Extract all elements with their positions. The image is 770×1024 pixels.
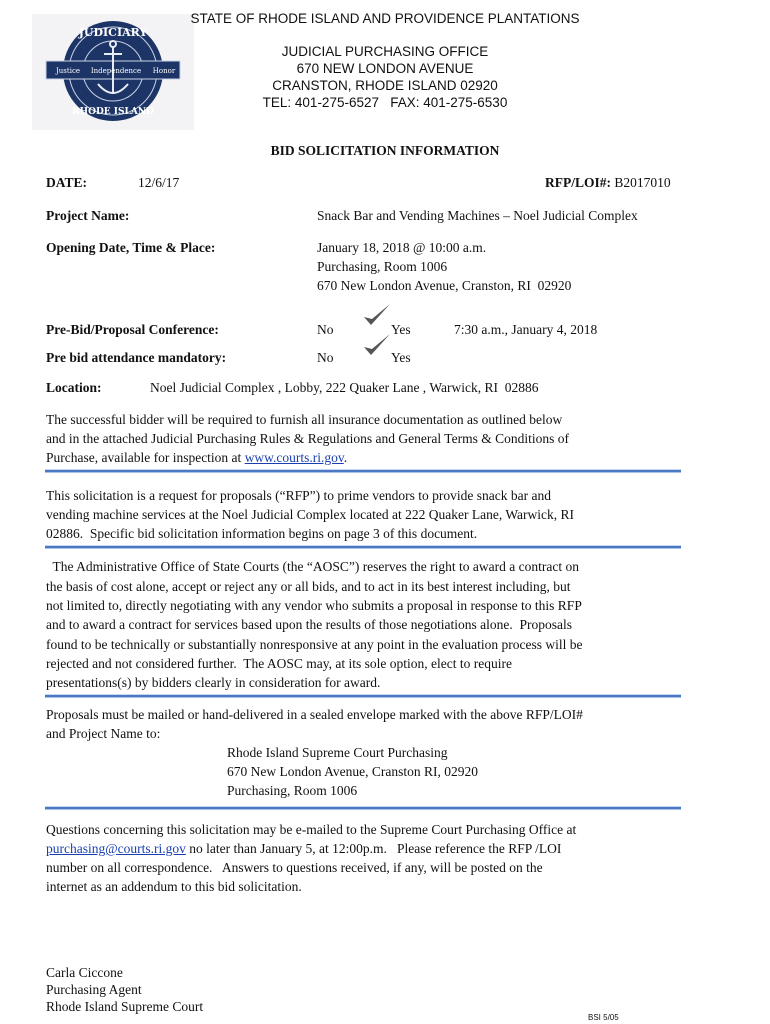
project-value: Snack Bar and Vending Machines – Noel Judicial Complex bbox=[317, 208, 638, 223]
rfp-value: B2017010 bbox=[614, 175, 671, 190]
prebid-time: 7:30 a.m., January 4, 2018 bbox=[454, 322, 598, 337]
signature-name: Carla Ciccone bbox=[46, 965, 123, 980]
seal-right-text: Honor bbox=[152, 67, 176, 75]
purchasing-email-link[interactable]: purchasing@courts.ri.gov bbox=[46, 841, 186, 856]
header-city: CRANSTON, RHODE ISLAND 02920 bbox=[272, 78, 498, 93]
checkmark-icon bbox=[362, 302, 392, 328]
insurance-line2: and in the attached Judicial Purchasing Rules & Regulations and General Terms & Conditions of bbox=[46, 431, 569, 446]
header-office: JUDICIAL PURCHASING OFFICE bbox=[281, 44, 489, 59]
opening-line3: 670 New London Avenue, Cranston, RI 02920 bbox=[317, 278, 572, 293]
rfp-desc-line1: This solicitation is a request for proposals (“RFP”) to prime vendors to provide snack bar and bbox=[46, 488, 552, 503]
mandatory-yes: Yes bbox=[391, 350, 411, 365]
header-street: 670 NEW LONDON AVENUE bbox=[296, 61, 474, 76]
mailing-addr1: Rhode Island Supreme Court Purchasing bbox=[227, 745, 448, 760]
mailing-line1: Proposals must be mailed or hand-delivered in a sealed envelope marked with the above RFP/LOI# bbox=[46, 707, 583, 722]
location-value: Noel Judicial Complex , Lobby, 222 Quaker Lane , Warwick, RI 02886 bbox=[150, 380, 539, 395]
mailing-addr3: Purchasing, Room 1006 bbox=[227, 783, 358, 798]
questions-line1: Questions concerning this solicitation may be e-mailed to the Supreme Court Purchasing Office at bbox=[46, 822, 577, 837]
insurance-line3-text: Purchase, available for inspection at bbox=[46, 450, 245, 465]
opening-label: Opening Date, Time & Place: bbox=[46, 240, 216, 255]
seal-bottom-text: RHODE ISLAND bbox=[72, 107, 154, 117]
seal-center-text: Independence bbox=[90, 67, 142, 75]
opening-line2: Purchasing, Room 1006 bbox=[317, 259, 448, 274]
signature-title: Purchasing Agent bbox=[46, 982, 142, 997]
project-label: Project Name: bbox=[46, 208, 130, 223]
questions-line3: number on all correspondence. Answers to questions received, if any, will be posted on the bbox=[46, 860, 543, 875]
page-title: BID SOLICITATION INFORMATION bbox=[270, 143, 500, 158]
seal-top-text: JUDICIARY bbox=[78, 26, 148, 39]
signature-org: Rhode Island Supreme Court bbox=[46, 999, 204, 1014]
aosc-line1: The Administrative Office of State Courts (the “AOSC”) reserves the right to award a contract on bbox=[46, 559, 579, 574]
questions-line2-text: no later than January 5, at 12:00p.m. Please reference the RFP /LOI bbox=[185, 841, 562, 856]
questions-line2 bbox=[46, 839, 561, 859]
courts-website-link[interactable]: www.courts.ri.gov bbox=[244, 450, 344, 465]
aosc-line5: found to be technically or substantially nonresponsive at any point in the evaluation process will be bbox=[46, 637, 583, 652]
checkmark-icon bbox=[362, 332, 392, 358]
form-code: BSI 5/05 bbox=[588, 1013, 619, 1022]
aosc-line4: and to award a contract for services based upon the results of those negotiations alone. Proposals bbox=[46, 617, 572, 632]
date-value: 12/6/17 bbox=[138, 175, 180, 190]
rfp-number bbox=[545, 173, 671, 193]
aosc-line7: presentations(s) by bidders clearly in consideration for award. bbox=[46, 675, 381, 690]
opening-line1: January 18, 2018 @ 10:00 a.m. bbox=[317, 240, 487, 255]
mailing-addr2: 670 New London Avenue, Cranston RI, 02920 bbox=[227, 764, 478, 779]
rfp-desc-line2: vending machine services at the Noel Judicial Complex located at 222 Quaker Lane, Warwick, RI bbox=[46, 507, 574, 522]
seal-left-text: Justice bbox=[55, 67, 81, 75]
insurance-line1: The successful bidder will be required to furnish all insurance documentation as outlined below bbox=[46, 412, 563, 427]
divider bbox=[45, 546, 681, 548]
mandatory-label: Pre bid attendance mandatory: bbox=[46, 350, 227, 365]
rfp-label: RFP/LOI#: bbox=[545, 175, 611, 190]
header-state: STATE OF RHODE ISLAND AND PROVIDENCE PLANTATIONS bbox=[190, 11, 580, 26]
aosc-line6: rejected and not considered further. The AOSC may, at its sole option, elect to require bbox=[46, 656, 512, 671]
aosc-line2: the basis of cost alone, accept or reject any or all bids, and to act in its best interest including, but bbox=[46, 579, 571, 594]
header-phone: TEL: 401-275-6527 FAX: 401-275-6530 bbox=[262, 95, 508, 110]
questions-line4: internet as an addendum to this bid solicitation. bbox=[46, 879, 302, 894]
aosc-line3: not limited to, directly negotiating with any vendor who submits a proposal in response to this RFP bbox=[46, 598, 582, 613]
prebid-no: No bbox=[317, 322, 334, 337]
divider bbox=[45, 470, 681, 472]
divider bbox=[45, 695, 681, 697]
location-label: Location: bbox=[46, 380, 102, 395]
divider bbox=[45, 807, 681, 809]
prebid-yes: Yes bbox=[391, 322, 411, 337]
insurance-line3-end: . bbox=[343, 450, 348, 465]
mandatory-no: No bbox=[317, 350, 334, 365]
prebid-label: Pre-Bid/Proposal Conference: bbox=[46, 322, 219, 337]
rfp-desc-line3: 02886. Specific bid solicitation information begins on page 3 of this document. bbox=[46, 526, 478, 541]
mailing-line2: and Project Name to: bbox=[46, 726, 161, 741]
date-label: DATE: bbox=[46, 175, 88, 190]
insurance-line3 bbox=[46, 448, 347, 468]
